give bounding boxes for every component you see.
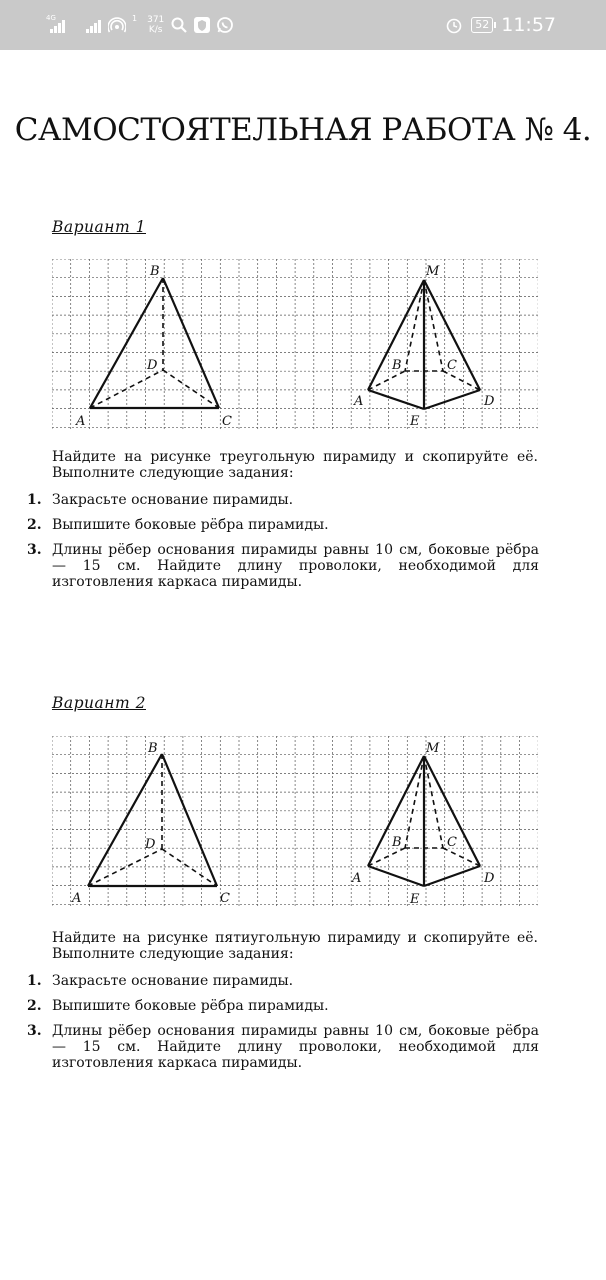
triangular-pyramid-labels <box>71 741 230 906</box>
edge-ae <box>368 866 424 886</box>
label-b: B <box>392 835 402 850</box>
edge-mc <box>424 280 443 371</box>
battery-level: 52 <box>475 18 490 31</box>
item-text: Закрасьте основание пирамиды. <box>52 973 294 989</box>
label-d: D <box>145 837 156 852</box>
shield-icon <box>194 16 210 34</box>
item-number: 3. <box>27 1023 42 1039</box>
label-c: C <box>447 358 457 373</box>
label-d: D <box>147 358 158 373</box>
label-e: E <box>410 892 420 906</box>
label-m: M <box>426 264 440 279</box>
edge-ed <box>424 866 480 886</box>
label-e: E <box>410 414 420 429</box>
net-speed <box>147 15 164 35</box>
clock: 11:57 <box>501 14 556 36</box>
item-number: 1. <box>27 973 42 989</box>
hotspot-icon <box>108 16 126 34</box>
list-item <box>27 492 539 508</box>
edge-bc <box>162 754 217 886</box>
list-item <box>27 973 539 989</box>
page-title: САМОСТОЯТЕЛЬНАЯ РАБОТА № 4. <box>14 112 592 148</box>
label-a: A <box>352 871 362 886</box>
label-b: B <box>392 358 402 373</box>
whatsapp-icon <box>216 16 234 34</box>
variant-1-list <box>27 492 539 599</box>
variant-1-task: Найдите на рисунке треугольную пирамиду и скопируйте её. Выполните следующие задания: <box>52 449 538 481</box>
label-a: A <box>76 414 86 429</box>
status-bar <box>0 0 606 50</box>
list-item <box>27 542 539 590</box>
battery-icon <box>471 17 493 33</box>
label-c: C <box>220 891 230 906</box>
triangular-pyramid <box>88 754 217 886</box>
item-text: Выпишите боковые рёбра пирамиды. <box>52 517 329 533</box>
list-item <box>27 998 539 1014</box>
variant-2-list <box>27 973 539 1080</box>
item-number: 2. <box>27 998 42 1014</box>
signal-icon: 4G <box>48 17 66 33</box>
item-number: 1. <box>27 492 42 508</box>
label-d: D <box>484 394 495 409</box>
edge-ab <box>88 754 162 886</box>
notification-count: 1 <box>132 13 138 23</box>
edge-ed <box>424 390 480 409</box>
signal-icon <box>84 17 102 33</box>
item-text: Закрасьте основание пирамиды. <box>52 492 294 508</box>
variant-2-task: Найдите на рисунке пятиугольную пирамиду и скопируйте её. Выполните следующие задания: <box>52 930 538 962</box>
item-text: Длины рёбер основания пирамиды равны 10 см, боковые рёбра — 15 см. Найдите длину проволоки, необходимой для изготовления каркаса пирамиды. <box>52 542 539 590</box>
net-speed-unit: K/s <box>148 25 163 35</box>
item-number: 2. <box>27 517 42 533</box>
label-b: B <box>150 264 160 279</box>
variant-2-heading: Вариант 2 <box>52 694 146 712</box>
edge-mb <box>405 280 424 371</box>
label-d: D <box>484 871 495 886</box>
edge-bc <box>163 278 219 408</box>
label-b: B <box>148 741 158 756</box>
list-item <box>27 1023 539 1071</box>
status-right <box>445 10 556 40</box>
edge-ae <box>368 390 424 409</box>
status-left <box>48 12 234 38</box>
variant-1-heading: Вариант 1 <box>52 218 146 236</box>
label-m: M <box>426 741 440 756</box>
variant-2-figure <box>52 736 538 906</box>
item-number: 3. <box>27 542 42 558</box>
label-a: A <box>72 891 82 906</box>
item-text: Выпишите боковые рёбра пирамиды. <box>52 998 329 1014</box>
item-text: Длины рёбер основания пирамиды равны 10 см, боковые рёбра — 15 см. Найдите длину проволоки, необходимой для изготовления каркаса пирамиды. <box>52 1023 539 1071</box>
label-c: C <box>447 835 457 850</box>
label-a: A <box>354 394 364 409</box>
alarm-icon <box>445 16 463 34</box>
list-item <box>27 517 539 533</box>
variant-1-figure <box>52 259 538 429</box>
label-c: C <box>222 414 232 429</box>
search-icon <box>170 16 188 34</box>
edge-mb <box>405 756 424 848</box>
triangular-pyramid <box>90 278 219 408</box>
edge-mc <box>424 756 443 848</box>
net-speed-value: 371 <box>147 15 165 25</box>
